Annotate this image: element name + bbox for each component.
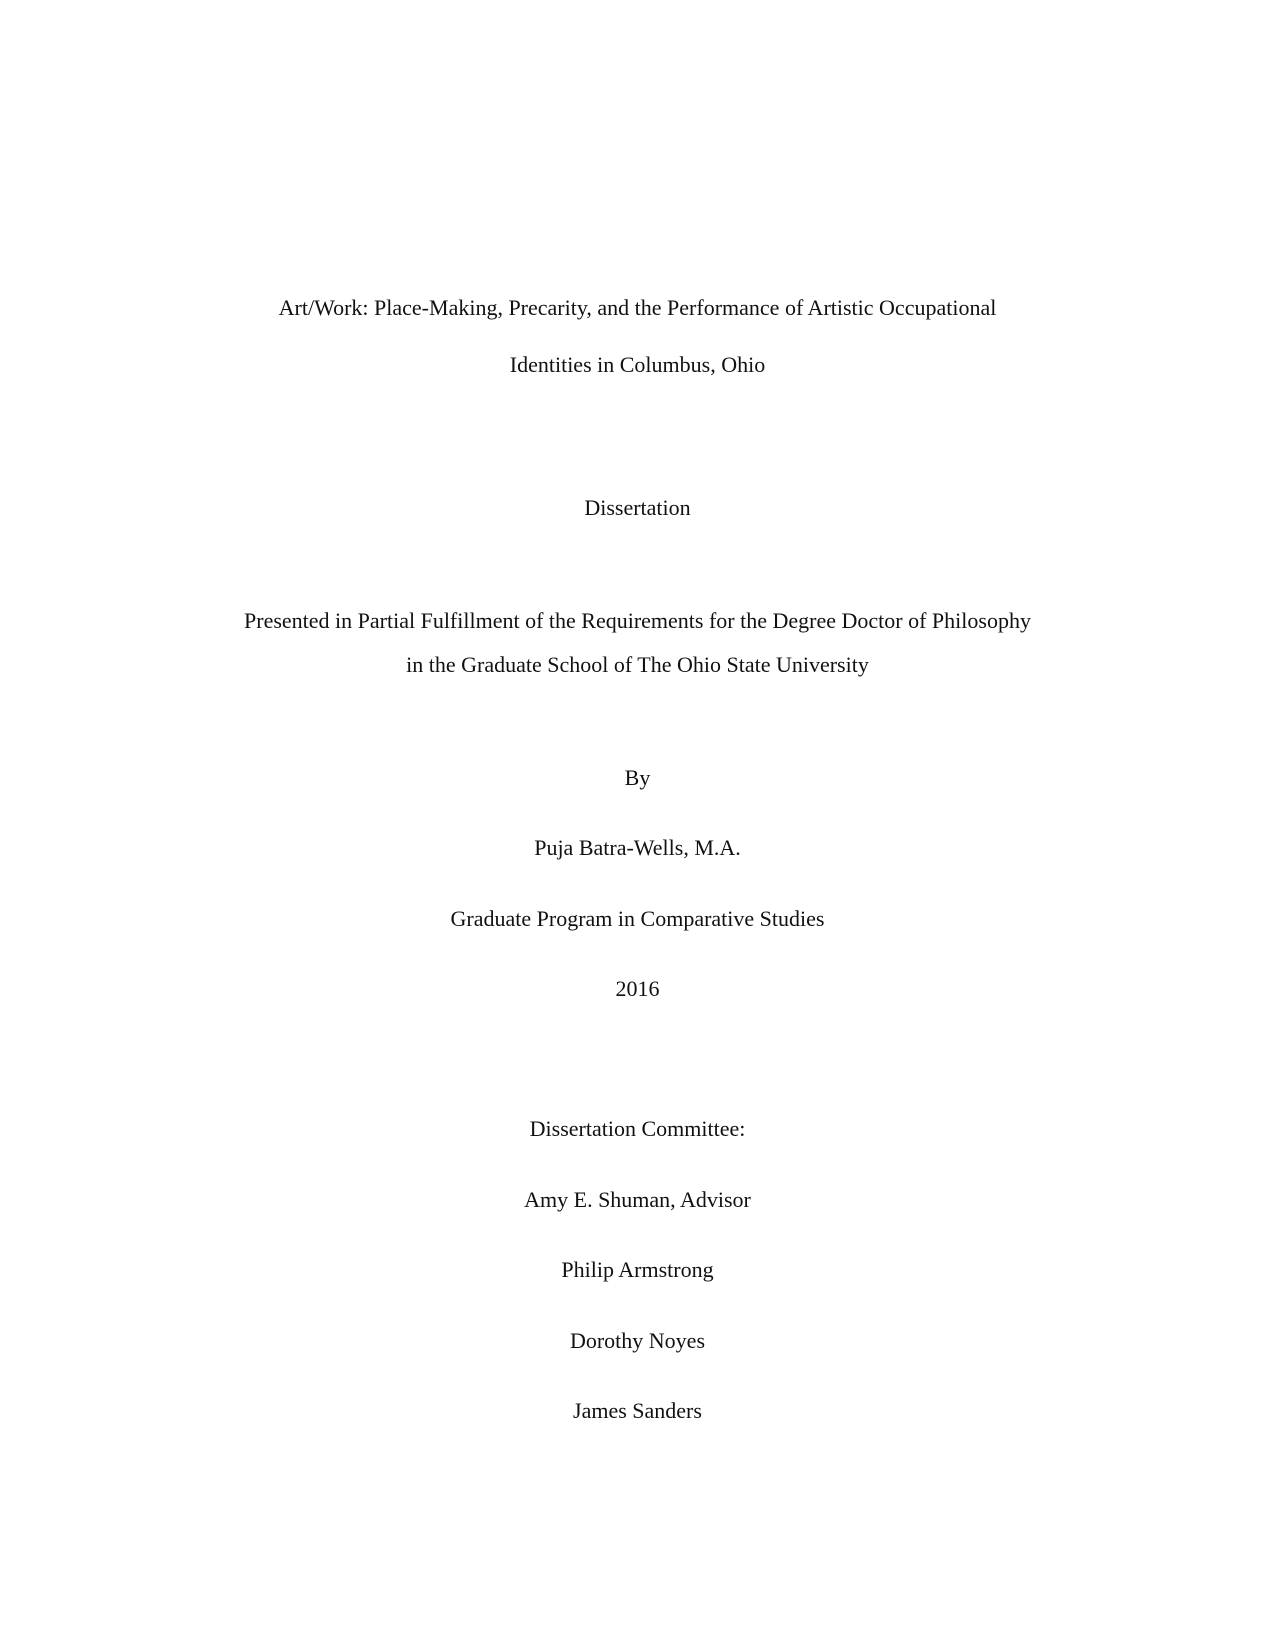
committee-member: Philip Armstrong (561, 1257, 714, 1282)
year: 2016 (615, 976, 660, 1001)
title-line-2: Identities in Columbus, Ohio (509, 352, 766, 377)
committee-member: Amy E. Shuman, Advisor (524, 1187, 751, 1212)
committee-member: James Sanders (573, 1398, 702, 1423)
committee-heading: Dissertation Committee: (529, 1116, 746, 1141)
document-type: Dissertation (584, 495, 691, 520)
by-label: By (624, 765, 651, 790)
presented-line-2: in the Graduate School of The Ohio State University (406, 652, 869, 677)
committee-member: Dorothy Noyes (569, 1328, 706, 1353)
presented-line-1: Presented in Partial Fulfillment of the Requirements for the Degree Doctor of Philosophy (244, 608, 1031, 633)
author-name: Puja Batra-Wells, M.A. (534, 835, 741, 860)
graduate-program: Graduate Program in Comparative Studies (450, 906, 825, 931)
title-line-1: Art/Work: Place-Making, Precarity, and the Performance of Artistic Occupational (278, 295, 997, 320)
